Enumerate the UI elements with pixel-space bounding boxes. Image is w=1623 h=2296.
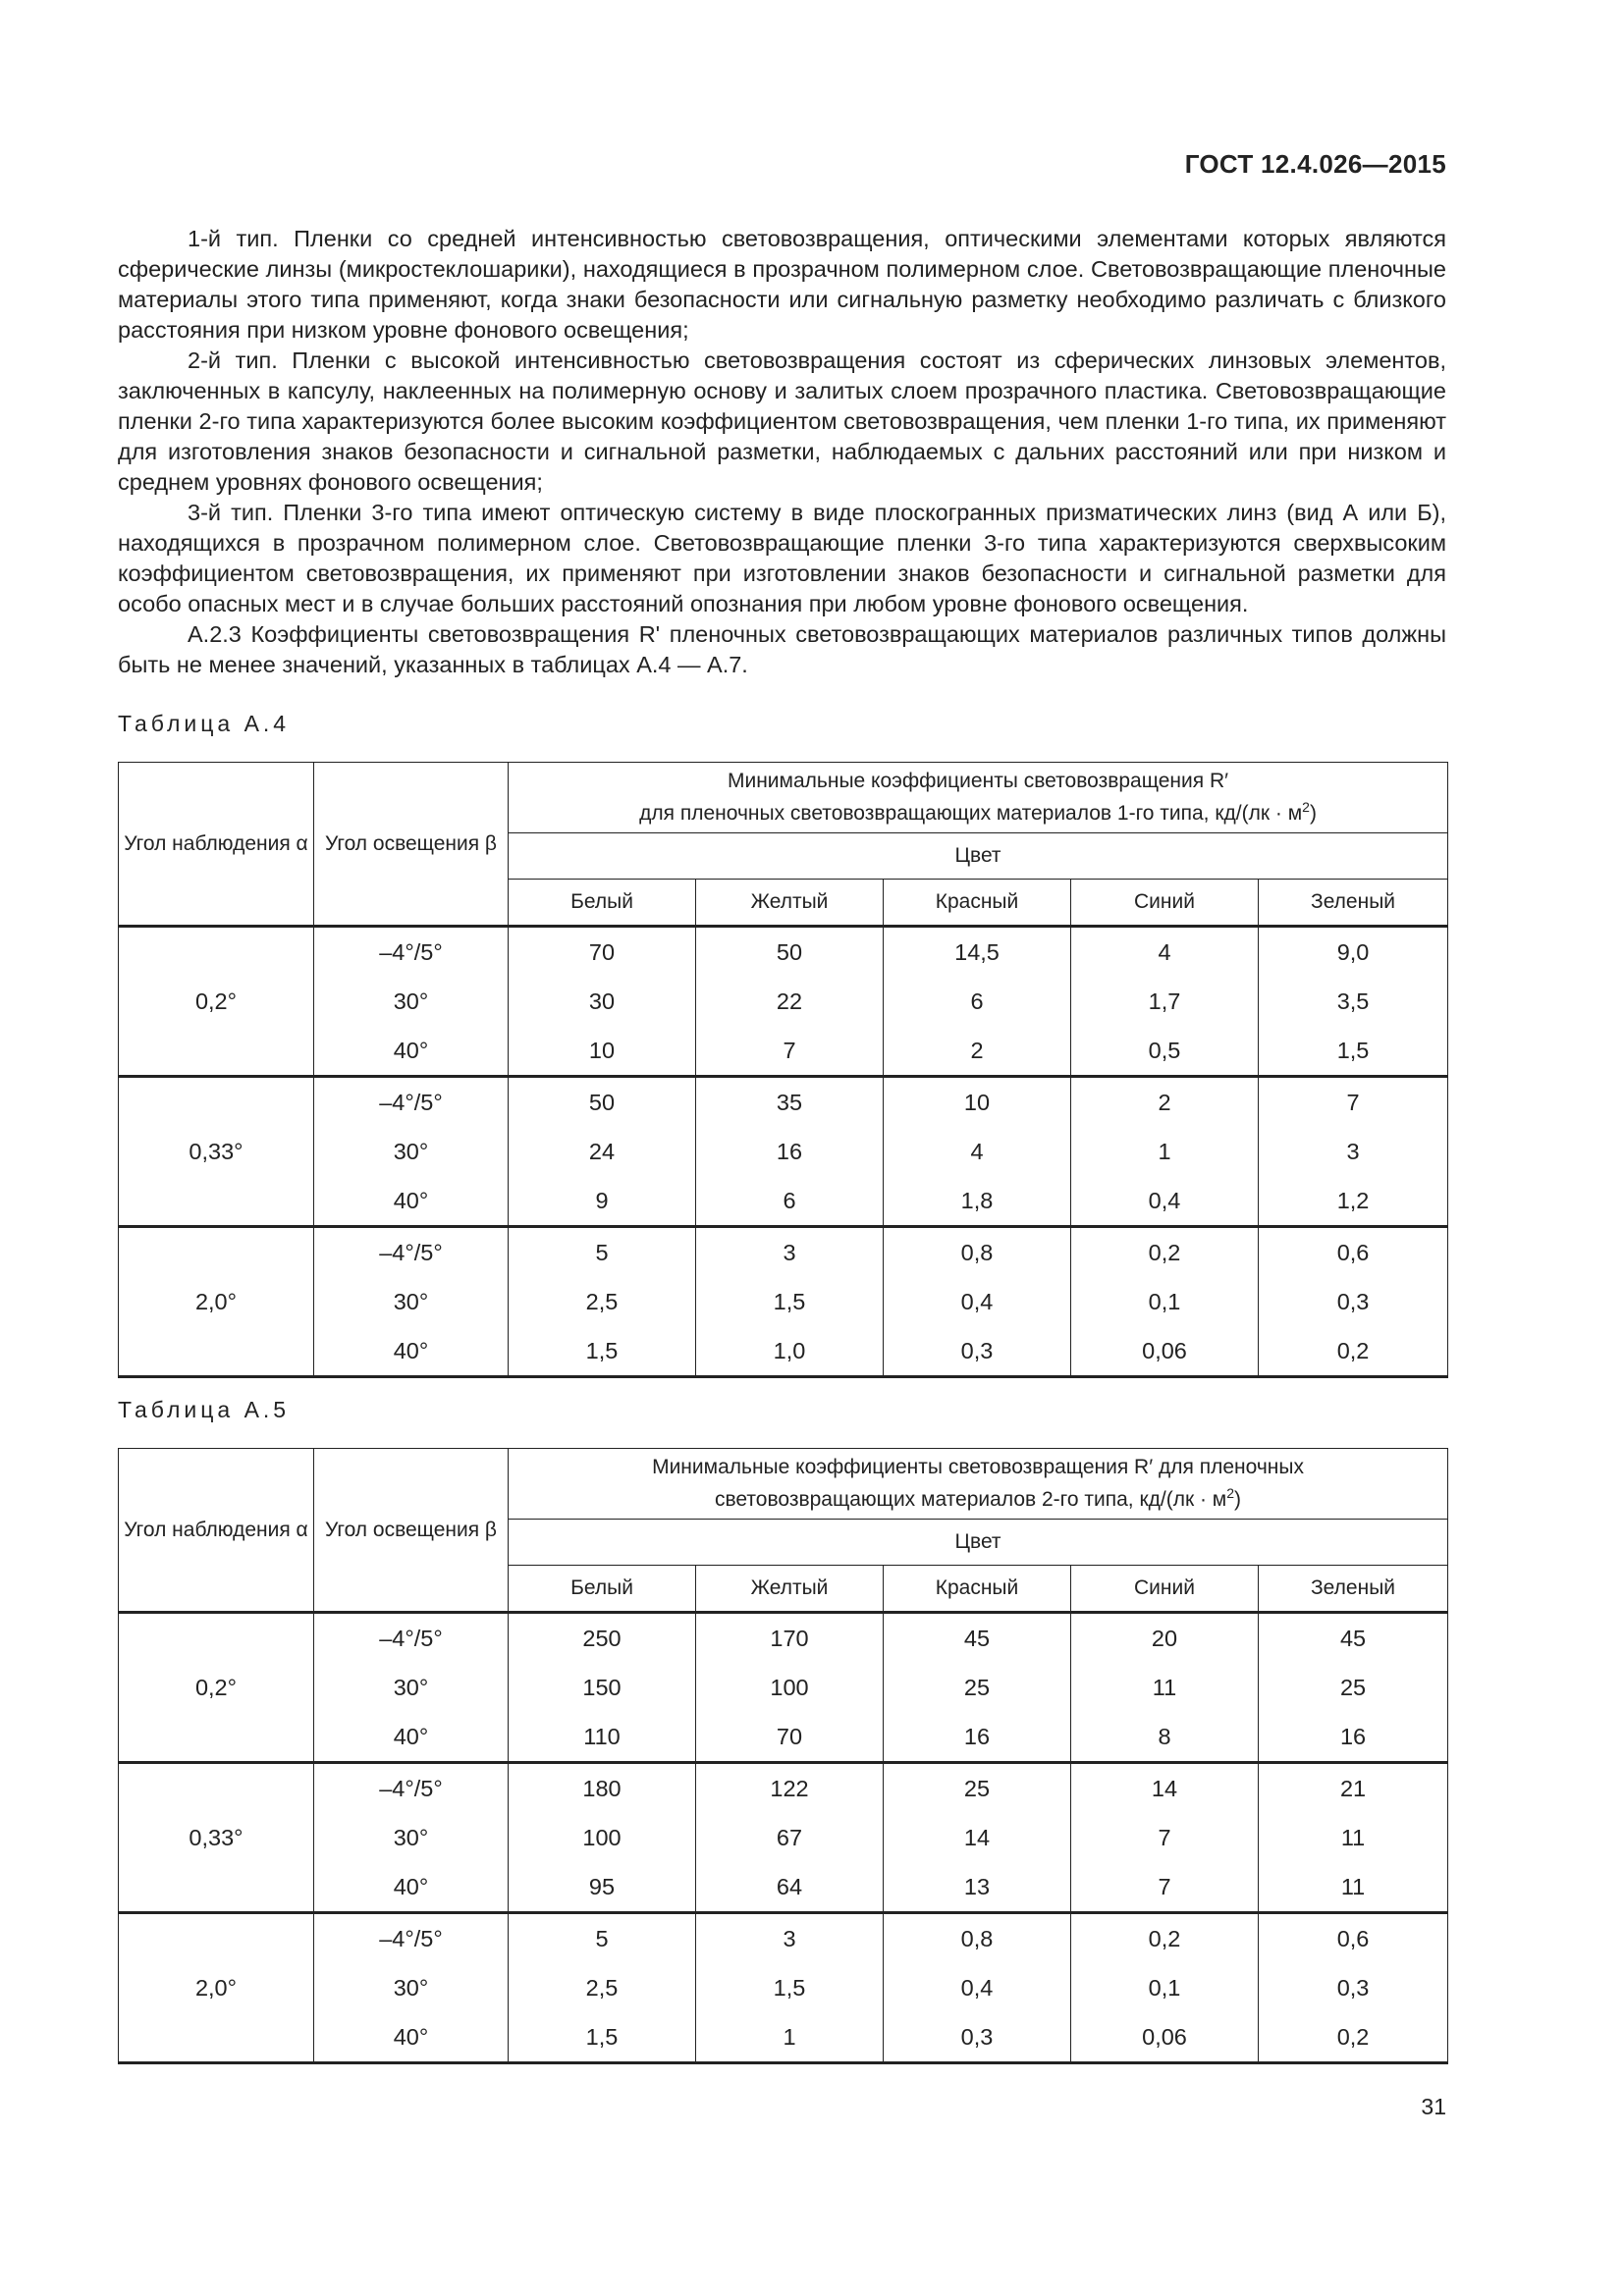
cell-value: 7 <box>1071 1813 1259 1862</box>
table-a4 <box>118 762 1448 1378</box>
cell-illumination-angle: 40° <box>314 1862 509 1913</box>
paragraph-type-2: 2-й тип. Пленки с высокой интенсивностью световозвращения состоят из сферических линзовых элементов, заключенных в капсулу, наклеенных на полимерную основу и залитых слоем прозрачного пластика. Световозвращающие пленки 2-го типа характеризуются более высоким коэффициентом световозвращения, чем пленки 1-го типа, их применяют для изготовления знаков безопасности и сигнальной разметки, наблюдаемых с дальних расстояний или при низком и среднем уровнях фонового освещения; <box>118 347 1446 495</box>
table-row <box>119 1026 1448 1077</box>
cell-value: 180 <box>509 1763 696 1814</box>
table-row <box>119 1862 1448 1913</box>
table-row <box>119 1227 1448 1278</box>
header-observation-angle: Угол наблюдения α <box>119 1449 314 1613</box>
cell-value: 5 <box>509 1913 696 1964</box>
cell-value: 70 <box>696 1712 884 1763</box>
cell-illumination-angle: 30° <box>314 1277 509 1326</box>
table-row <box>119 1663 1448 1712</box>
header-title-sup: 2 <box>1226 1485 1235 1501</box>
header-min-coefficients <box>509 1449 1448 1520</box>
document-standard-number: ГОСТ 12.4.026—2015 <box>1184 149 1446 179</box>
cell-value: 16 <box>1259 1712 1448 1763</box>
cell-value: 1,2 <box>1259 1176 1448 1227</box>
table-row <box>119 1963 1448 2012</box>
cell-value: 5 <box>509 1227 696 1278</box>
header-title-line1: Минимальные коэффициенты световозвращения R′ для пленочных <box>652 1456 1304 1478</box>
header-title-line1: Минимальные коэффициенты световозвращения R′ <box>727 770 1229 792</box>
cell-illumination-angle: 30° <box>314 1663 509 1712</box>
table-row <box>119 1077 1448 1128</box>
cell-illumination-angle: 30° <box>314 1127 509 1176</box>
cell-value: 30 <box>509 977 696 1026</box>
cell-value: 67 <box>696 1813 884 1862</box>
cell-value: 6 <box>884 977 1071 1026</box>
header-observation-angle: Угол наблюдения α <box>119 763 314 927</box>
cell-value: 150 <box>509 1663 696 1712</box>
cell-value: 8 <box>1071 1712 1259 1763</box>
header-color-green: Зеленый <box>1259 1566 1448 1613</box>
cell-illumination-angle: –4°/5° <box>314 1763 509 1814</box>
cell-illumination-angle: 40° <box>314 2012 509 2063</box>
cell-value: 70 <box>509 927 696 978</box>
cell-value: 110 <box>509 1712 696 1763</box>
table-row <box>119 1813 1448 1862</box>
cell-value: 11 <box>1259 1862 1448 1913</box>
cell-illumination-angle: 40° <box>314 1026 509 1077</box>
cell-value: 7 <box>1071 1862 1259 1913</box>
cell-value: 0,2 <box>1259 2012 1448 2063</box>
cell-value: 95 <box>509 1862 696 1913</box>
cell-observation-angle: 2,0° <box>119 1913 314 2063</box>
cell-value: 1,5 <box>1259 1026 1448 1077</box>
cell-value: 4 <box>1071 927 1259 978</box>
cell-value: 45 <box>884 1613 1071 1664</box>
cell-value: 11 <box>1071 1663 1259 1712</box>
cell-observation-angle: 2,0° <box>119 1227 314 1377</box>
cell-observation-angle: 0,33° <box>119 1763 314 1913</box>
header-color-white: Белый <box>509 1566 696 1613</box>
cell-illumination-angle: 30° <box>314 1963 509 2012</box>
cell-illumination-angle: –4°/5° <box>314 1077 509 1128</box>
cell-illumination-angle: 40° <box>314 1326 509 1377</box>
cell-value: 0,5 <box>1071 1026 1259 1077</box>
cell-value: 7 <box>1259 1077 1448 1128</box>
cell-value: 0,8 <box>884 1913 1071 1964</box>
header-title-line2: для пленочных световозвращающих материалов 1-го типа, кд/(лк · м <box>639 802 1303 825</box>
cell-value: 0,6 <box>1259 1227 1448 1278</box>
table-row <box>119 1712 1448 1763</box>
cell-value: 14,5 <box>884 927 1071 978</box>
header-min-coefficients <box>509 763 1448 833</box>
cell-value: 1,5 <box>509 2012 696 2063</box>
cell-value: 45 <box>1259 1613 1448 1664</box>
header-illumination-angle: Угол освещения β <box>314 763 509 927</box>
cell-value: 3 <box>696 1913 884 1964</box>
cell-value: 0,2 <box>1071 1913 1259 1964</box>
cell-value: 50 <box>509 1077 696 1128</box>
cell-value: 0,3 <box>884 2012 1071 2063</box>
cell-value: 0,3 <box>1259 1963 1448 2012</box>
paragraph-type-1: 1-й тип. Пленки со средней интенсивностью световозвращения, оптическими элементами которых являются сферические линзы (микростеклошарики), находящиеся в прозрачном полимерном слое. Световозвращающие пленочные материалы этого типа применяют, когда знаки безопасности или сигнальную разметку необходимо различать с близкого расстояния при низком уровне фонового освещения; <box>118 226 1446 343</box>
cell-value: 3,5 <box>1259 977 1448 1026</box>
header-title-close: ) <box>1309 802 1317 825</box>
cell-value: 64 <box>696 1862 884 1913</box>
cell-value: 11 <box>1259 1813 1448 1862</box>
cell-value: 14 <box>1071 1763 1259 1814</box>
cell-value: 1,0 <box>696 1326 884 1377</box>
page-number: 31 <box>1421 2094 1446 2119</box>
cell-value: 1,5 <box>696 1277 884 1326</box>
cell-illumination-angle: 30° <box>314 977 509 1026</box>
cell-value: 9 <box>509 1176 696 1227</box>
cell-value: 0,4 <box>1071 1176 1259 1227</box>
cell-value: 100 <box>509 1813 696 1862</box>
cell-value: 0,3 <box>884 1326 1071 1377</box>
cell-illumination-angle: –4°/5° <box>314 1227 509 1278</box>
table-a5 <box>118 1448 1448 2064</box>
table-a4-caption: Таблица А.4 <box>118 711 291 736</box>
cell-value: 0,1 <box>1071 1963 1259 2012</box>
cell-value: 9,0 <box>1259 927 1448 978</box>
cell-value: 0,2 <box>1071 1227 1259 1278</box>
table-row <box>119 1277 1448 1326</box>
cell-value: 170 <box>696 1613 884 1664</box>
header-color-blue: Синий <box>1071 1566 1259 1613</box>
cell-observation-angle: 0,33° <box>119 1077 314 1227</box>
cell-value: 2,5 <box>509 1963 696 2012</box>
header-color-blue: Синий <box>1071 880 1259 927</box>
table-row <box>119 927 1448 978</box>
cell-value: 3 <box>696 1227 884 1278</box>
header-color: Цвет <box>509 1520 1448 1566</box>
cell-value: 250 <box>509 1613 696 1664</box>
table-row <box>119 1127 1448 1176</box>
cell-value: 0,06 <box>1071 2012 1259 2063</box>
cell-value: 13 <box>884 1862 1071 1913</box>
cell-value: 24 <box>509 1127 696 1176</box>
cell-value: 2,5 <box>509 1277 696 1326</box>
table-row <box>119 1176 1448 1227</box>
cell-value: 7 <box>696 1026 884 1077</box>
cell-value: 20 <box>1071 1613 1259 1664</box>
cell-value: 0,8 <box>884 1227 1071 1278</box>
cell-value: 1,5 <box>509 1326 696 1377</box>
cell-illumination-angle: –4°/5° <box>314 927 509 978</box>
cell-observation-angle: 0,2° <box>119 1613 314 1763</box>
cell-value: 3 <box>1259 1127 1448 1176</box>
cell-value: 22 <box>696 977 884 1026</box>
cell-value: 4 <box>884 1127 1071 1176</box>
cell-value: 1 <box>696 2012 884 2063</box>
cell-observation-angle: 0,2° <box>119 927 314 1077</box>
cell-illumination-angle: –4°/5° <box>314 1613 509 1664</box>
header-color-yellow: Желтый <box>696 1566 884 1613</box>
header-color: Цвет <box>509 833 1448 880</box>
cell-value: 2 <box>884 1026 1071 1077</box>
cell-value: 0,4 <box>884 1277 1071 1326</box>
cell-value: 122 <box>696 1763 884 1814</box>
cell-value: 0,1 <box>1071 1277 1259 1326</box>
header-color-green: Зеленый <box>1259 880 1448 927</box>
cell-value: 16 <box>884 1712 1071 1763</box>
table-a5-caption: Таблица А.5 <box>118 1397 291 1422</box>
table-row <box>119 2012 1448 2063</box>
cell-value: 25 <box>1259 1663 1448 1712</box>
header-color-yellow: Желтый <box>696 880 884 927</box>
cell-value: 25 <box>884 1663 1071 1712</box>
cell-value: 16 <box>696 1127 884 1176</box>
header-title-line2: световозвращающих материалов 2-го типа, кд/(лк · м <box>715 1488 1227 1511</box>
header-color-red: Красный <box>884 1566 1071 1613</box>
cell-value: 0,06 <box>1071 1326 1259 1377</box>
header-title-close: ) <box>1234 1488 1242 1511</box>
table-row <box>119 1913 1448 1964</box>
header-title-sup: 2 <box>1302 799 1310 815</box>
cell-value: 1,8 <box>884 1176 1071 1227</box>
cell-value: 6 <box>696 1176 884 1227</box>
cell-value: 35 <box>696 1077 884 1128</box>
cell-value: 0,6 <box>1259 1913 1448 1964</box>
paragraph-a23: А.2.3 Коэффициенты световозвращения R' пленочных световозвращающих материалов различных типов должны быть не менее значений, указанных в таблицах А.4 — А.7. <box>118 621 1446 677</box>
body-text <box>118 224 1446 680</box>
cell-value: 0,4 <box>884 1963 1071 2012</box>
cell-value: 100 <box>696 1663 884 1712</box>
cell-value: 2 <box>1071 1077 1259 1128</box>
header-illumination-angle: Угол освещения β <box>314 1449 509 1613</box>
cell-illumination-angle: –4°/5° <box>314 1913 509 1964</box>
cell-illumination-angle: 30° <box>314 1813 509 1862</box>
cell-value: 10 <box>884 1077 1071 1128</box>
cell-value: 0,3 <box>1259 1277 1448 1326</box>
cell-value: 50 <box>696 927 884 978</box>
header-color-red: Красный <box>884 880 1071 927</box>
cell-value: 10 <box>509 1026 696 1077</box>
cell-value: 1,5 <box>696 1963 884 2012</box>
cell-value: 14 <box>884 1813 1071 1862</box>
cell-value: 1,7 <box>1071 977 1259 1026</box>
cell-value: 25 <box>884 1763 1071 1814</box>
paragraph-type-3: 3-й тип. Пленки 3-го типа имеют оптическую систему в виде плоскогранных призматических линз (вид А или Б), находящихся в прозрачном полимерном слое. Световозвращающие пленки 3-го типа характеризуются сверхвысоким коэффициентом световозвращения, их применяют при изготовлении знаков безопасности и сигнальной разметки для особо опасных мест и в случае больших расстояний опознания при любом уровне фонового освещения. <box>118 500 1446 616</box>
cell-value: 21 <box>1259 1763 1448 1814</box>
header-color-white: Белый <box>509 880 696 927</box>
cell-value: 1 <box>1071 1127 1259 1176</box>
cell-illumination-angle: 40° <box>314 1712 509 1763</box>
table-row <box>119 1763 1448 1814</box>
cell-value: 0,2 <box>1259 1326 1448 1377</box>
table-row <box>119 1326 1448 1377</box>
table-row <box>119 1613 1448 1664</box>
cell-illumination-angle: 40° <box>314 1176 509 1227</box>
table-row <box>119 977 1448 1026</box>
